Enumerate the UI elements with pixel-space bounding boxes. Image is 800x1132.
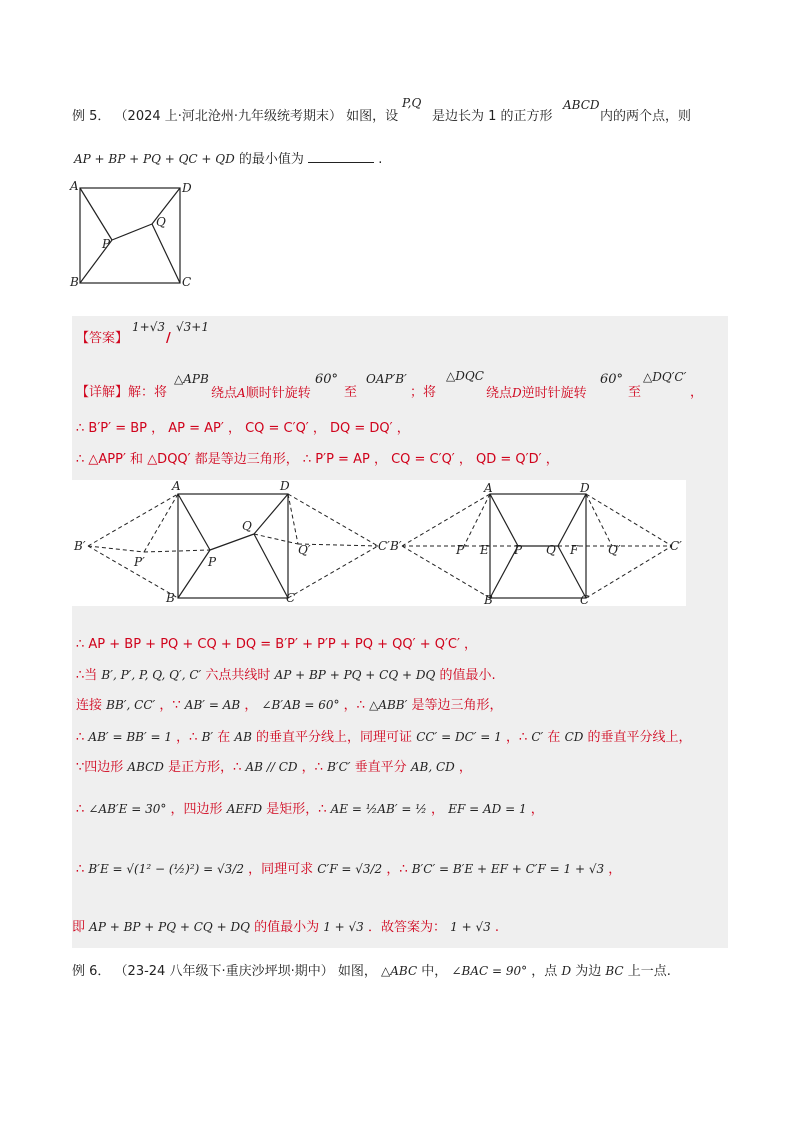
label-b-prime: B′ xyxy=(74,539,86,553)
answer-label: 【答案】 xyxy=(76,331,129,346)
text: ∴ xyxy=(76,802,85,817)
text: ，点 xyxy=(531,964,558,979)
detail-line11 xyxy=(72,918,499,937)
detail-comma: ， xyxy=(690,385,704,400)
text: ， xyxy=(431,802,445,817)
detail-line3 xyxy=(76,451,559,469)
expr: ABCD xyxy=(127,760,164,774)
expr: 1 + √3 xyxy=(450,920,491,934)
label-p-prime: P′ xyxy=(456,543,467,557)
label-c: C xyxy=(580,593,590,606)
text: ，∴ xyxy=(301,760,323,775)
expr: ∠AB′E = 30° xyxy=(88,802,167,816)
text: ， xyxy=(244,698,258,713)
text: 解：将 xyxy=(128,385,168,400)
expr: AB xyxy=(234,730,252,744)
label-d: D xyxy=(280,480,290,493)
expr: ∠B′AB = 60° xyxy=(261,698,340,712)
text: 如图，设 xyxy=(346,109,399,124)
label-c-prime: C′ xyxy=(670,539,682,553)
segment-pq xyxy=(112,224,152,240)
expr: EF = AD = 1 xyxy=(448,802,527,816)
detail-semi: ；将 xyxy=(410,385,437,400)
square xyxy=(80,188,180,283)
text: . xyxy=(494,920,500,935)
detail-line9 xyxy=(76,800,544,819)
oapb: OAP′B′ xyxy=(366,372,407,386)
label-e: E xyxy=(480,543,489,557)
text: ∴ △APP′ 和 △DQQ′ 都是等边三角形， xyxy=(76,452,299,467)
answer-panel xyxy=(72,316,728,948)
label-q: Q xyxy=(242,519,252,533)
expr: △ABB′ xyxy=(369,698,408,712)
expr: AB′ = BB′ = 1 xyxy=(88,730,172,744)
pq-label: P,Q xyxy=(402,96,422,110)
expr: AP + BP + PQ + CQ + DQ xyxy=(274,668,436,682)
detail-to1: 至 xyxy=(344,385,358,400)
tri-apb: △APB xyxy=(174,372,209,386)
expr: AB // CD xyxy=(245,760,298,774)
expr: BB′, CC′ xyxy=(106,698,156,712)
example-source: （2024 上·河北沧州·九年级统考期末） xyxy=(114,109,343,124)
text: 逆时针旋转 xyxy=(521,386,587,401)
points: B′, P′, P, Q, Q′, C′ xyxy=(101,668,202,682)
label-c: C xyxy=(286,591,296,605)
text: 的值最小. xyxy=(439,668,496,683)
expr: B′C′ xyxy=(327,760,351,774)
label-q-prime: Q′ xyxy=(298,543,311,557)
angle-60-a: 60° xyxy=(315,372,339,387)
expr: B′E = √(1² − (½)²) = √3/2 xyxy=(88,862,244,876)
text: 绕点 xyxy=(211,386,238,401)
detail-label: 【详解】 xyxy=(76,385,129,400)
example5-line1 xyxy=(72,108,398,126)
text: 六点共线时 xyxy=(205,668,271,683)
example6-line1 xyxy=(72,962,671,981)
text: ，∴ xyxy=(505,730,528,745)
label-a: A xyxy=(70,179,79,193)
text: ， xyxy=(458,760,472,775)
figure1-square xyxy=(66,176,206,292)
example5-line1c: 内的两个点，则 xyxy=(600,109,692,124)
text: 中， xyxy=(421,964,448,979)
text: 顺时针旋转 xyxy=(245,386,311,401)
text: 是等边三角形， xyxy=(411,698,503,713)
text: 在 xyxy=(217,730,231,745)
expr: B′C′ = B′E + EF + C′F = 1 + √3 xyxy=(411,862,605,876)
detail-line7 xyxy=(76,728,692,747)
text: 的值最小为 xyxy=(254,920,320,935)
expr: AB′ = AB xyxy=(184,698,241,712)
label-b: B xyxy=(484,593,493,606)
answer-value2: √3+1 xyxy=(176,320,209,334)
detail-line1 xyxy=(76,384,167,402)
angle-60-b: 60° xyxy=(600,372,624,387)
text: 垂直平分 xyxy=(354,760,407,775)
label-b-prime: B′ xyxy=(390,539,402,553)
expr: △ABC xyxy=(381,964,418,978)
segment-cq xyxy=(152,224,180,283)
expr: D xyxy=(561,964,572,978)
text: 为边 xyxy=(575,964,602,979)
label-c: C xyxy=(182,275,192,289)
text: . xyxy=(378,152,383,167)
text: ，同理可求 xyxy=(248,862,314,877)
example-label: 例 6． xyxy=(72,964,111,979)
label-p: P xyxy=(514,543,523,557)
text: ．故答案为： xyxy=(367,920,446,935)
expr: B′ xyxy=(201,730,214,744)
text: ， xyxy=(608,862,622,877)
expr: BC xyxy=(605,964,624,978)
text: 如图， xyxy=(337,964,377,979)
text: ，四边形 xyxy=(170,802,223,817)
text: 连接 xyxy=(76,698,103,713)
example-label: 例 5． xyxy=(72,109,111,124)
detail-line4: ∴ AP + BP + PQ + CQ + DQ = B′P′ + P′P + PQ + QQ′ + Q′C′ ， xyxy=(76,637,478,652)
text: 即 xyxy=(72,920,86,935)
text: 的垂直平分线上，同理可证 xyxy=(256,730,413,745)
text: 在 xyxy=(547,730,561,745)
expr: C′ xyxy=(531,730,544,744)
text: ∴ P′P = AP ， CQ = C′Q′ ， QD = Q′D′ ， xyxy=(302,452,559,467)
segment-ap xyxy=(80,188,112,240)
label-c-prime: C′ xyxy=(378,539,390,553)
detail-line10 xyxy=(76,860,621,879)
label-f: F xyxy=(570,543,579,557)
detail-line6 xyxy=(76,696,503,715)
label-p-prime: P′ xyxy=(134,555,145,569)
example5-line2 xyxy=(74,150,382,169)
text: 的最小值为 xyxy=(238,152,304,167)
point-d: D xyxy=(512,386,522,400)
text: 上一点. xyxy=(627,964,671,979)
text: 绕点 xyxy=(486,386,513,401)
label-q: Q xyxy=(546,543,556,557)
expr: ∠BAC = 90° xyxy=(451,964,528,978)
answer-value1: 1+√3 xyxy=(132,320,165,334)
expr: AP + BP + PQ + CQ + DQ xyxy=(89,920,250,934)
expr: CD xyxy=(564,730,584,744)
detail-to2: 至 xyxy=(628,385,642,400)
label-d: D xyxy=(580,481,590,495)
expr: CC′ = DC′ = 1 xyxy=(416,730,502,744)
text: ，∴ xyxy=(176,730,198,745)
text: ，∵ xyxy=(159,698,181,713)
text: 是正方形，∴ xyxy=(168,760,242,775)
abcd-label: ABCD xyxy=(563,98,600,112)
answer-blank xyxy=(308,150,374,163)
detail-line2: ∴ B′P′ = BP ， AP = AP′ ， CQ = C′Q′ ， DQ = DQ′ ， xyxy=(76,421,410,436)
tri-dqc-prime: △DQ′C′ xyxy=(643,370,687,384)
detail-line8 xyxy=(76,758,472,777)
text: ，∴ xyxy=(386,862,408,877)
figure2 xyxy=(72,480,686,606)
text: 是矩形，∴ xyxy=(266,802,327,817)
label-a: A xyxy=(172,480,181,493)
tri-dqc: △DQC xyxy=(446,369,484,383)
example5-line1b xyxy=(432,108,553,126)
expr: AP + BP + PQ + QC + QD xyxy=(74,152,235,166)
text: ， xyxy=(530,802,544,817)
text: ∴ xyxy=(76,862,85,877)
example-source: （23-24 八年级下·重庆沙坪坝·期中） xyxy=(114,964,334,979)
expr: AE = ½AB′ = ½ xyxy=(330,802,427,816)
label-p: P xyxy=(208,555,217,569)
text: ∴ xyxy=(76,730,85,745)
text: ∴当 xyxy=(76,668,98,683)
expr: 1 + √3 xyxy=(323,920,364,934)
detail-line5 xyxy=(76,666,496,685)
text: 是边长为 1 的正方形 xyxy=(432,109,553,124)
label-d: D xyxy=(182,181,192,195)
expr: AB, CD xyxy=(410,760,455,774)
label-a: A xyxy=(484,481,493,495)
point-a: A xyxy=(237,386,246,400)
label-b: B xyxy=(70,275,79,289)
label-b: B xyxy=(166,591,175,605)
label-p: P xyxy=(102,237,111,251)
expr: C′F = √3/2 xyxy=(317,862,383,876)
label-q: Q xyxy=(156,215,166,229)
text: ∵四边形 xyxy=(76,760,124,775)
expr: AEFD xyxy=(226,802,263,816)
text: ，∴ xyxy=(343,698,365,713)
label-q-prime: Q′ xyxy=(608,543,621,557)
detail-line1c xyxy=(486,384,587,403)
text: 的垂直平分线上， xyxy=(587,730,692,745)
answer-slash: / xyxy=(166,331,171,346)
detail-line1b xyxy=(211,384,311,403)
